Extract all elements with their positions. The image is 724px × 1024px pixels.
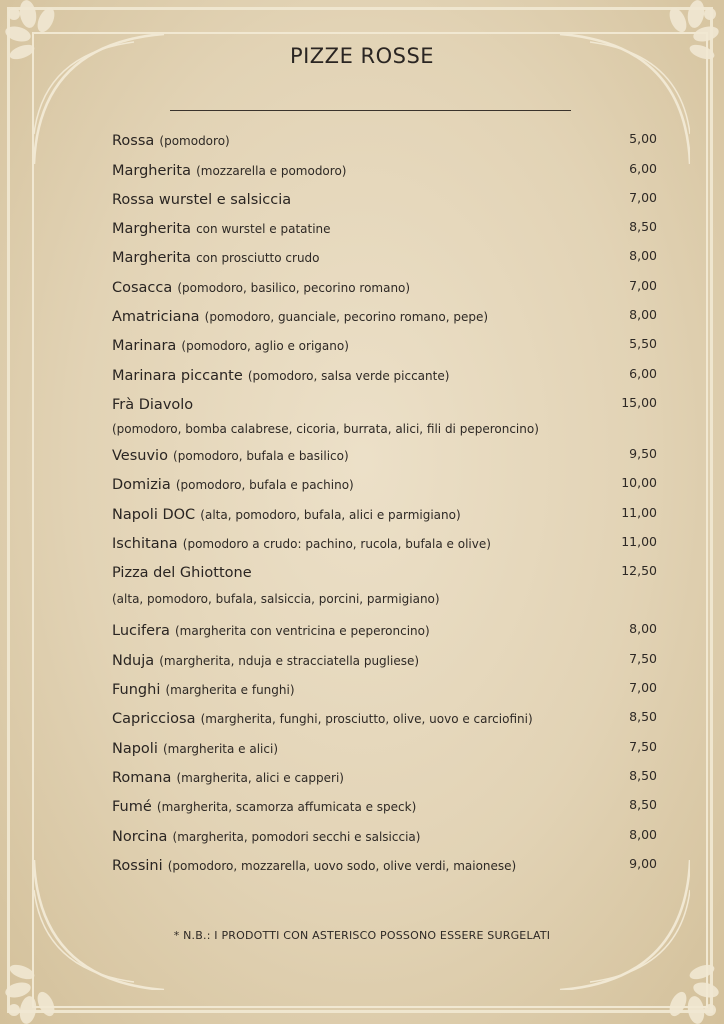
menu-item xyxy=(112,533,657,555)
item-price: 11,00 xyxy=(621,505,657,520)
item-price: 9,00 xyxy=(629,856,657,871)
item-name: Nduja xyxy=(112,653,155,669)
item-description: (pomodoro, mozzarella, uovo sodo, olive verdi, maionese) xyxy=(167,859,517,873)
item-description: (pomodoro, basilico, pecorino romano) xyxy=(177,281,411,295)
item-name: Ischitana xyxy=(112,536,178,552)
item-name: Lucifera xyxy=(112,623,170,639)
footnote: * N.B.: I PRODOTTI CON ASTERISCO POSSONO ESSERE SURGELATI xyxy=(173,929,551,942)
menu-item xyxy=(112,445,657,467)
item-name: Cosacca xyxy=(112,280,173,296)
item-price: 6,00 xyxy=(629,366,657,381)
item-name: Margherita xyxy=(112,163,191,179)
item-name: Frà Diavolo xyxy=(112,397,194,413)
item-name: Napoli xyxy=(112,741,158,757)
item-price: 8,50 xyxy=(629,219,657,234)
item-name: Romana xyxy=(112,770,172,786)
item-name: Marinara piccante xyxy=(112,368,243,384)
item-price: 7,00 xyxy=(629,680,657,695)
menu-item xyxy=(112,306,657,328)
item-description: (alta, pomodoro, bufala, salsiccia, porcini, parmigiano) xyxy=(112,592,440,606)
item-name: Marinara xyxy=(112,338,177,354)
menu-item xyxy=(112,562,657,584)
menu-item xyxy=(112,247,657,269)
item-description: (pomodoro a crudo: pachino, rucola, bufala e olive) xyxy=(182,537,491,551)
item-price: 7,50 xyxy=(629,651,657,666)
item-name: Fumé xyxy=(112,799,152,815)
item-description: con wurstel e patatine xyxy=(196,222,331,236)
menu-item xyxy=(112,767,657,789)
item-description: (pomodoro, guanciale, pecorino romano, pepe) xyxy=(204,310,489,324)
item-description: (mozzarella e pomodoro) xyxy=(196,164,347,178)
item-name: Napoli DOC xyxy=(112,507,196,523)
item-price: 8,00 xyxy=(629,248,657,263)
item-price: 7,00 xyxy=(629,190,657,205)
item-price: 7,50 xyxy=(629,739,657,754)
item-price: 15,00 xyxy=(621,395,657,410)
item-name: Rossa xyxy=(112,133,155,149)
item-name: Margherita xyxy=(112,221,191,237)
item-price: 5,00 xyxy=(629,131,657,146)
item-description: (pomodoro, aglio e origano) xyxy=(181,339,349,353)
menu-item xyxy=(112,504,657,526)
menu-item xyxy=(112,679,657,701)
menu-item xyxy=(112,130,657,152)
item-description: (pomodoro) xyxy=(159,134,230,148)
item-name: Domizia xyxy=(112,477,171,493)
item-price: 11,00 xyxy=(621,534,657,549)
menu-item xyxy=(112,620,657,642)
item-description: (margherita, alici e capperi) xyxy=(176,771,344,785)
item-description: (alta, pomodoro, bufala, alici e parmigiano) xyxy=(200,508,461,522)
item-description: con prosciutto crudo xyxy=(196,251,320,265)
item-description: (margherita, nduja e stracciatella pugliese) xyxy=(159,654,420,668)
menu-item xyxy=(112,474,657,496)
menu-item xyxy=(112,277,657,299)
item-name: Pizza del Ghiottone xyxy=(112,565,252,581)
menu-item xyxy=(112,218,657,240)
menu-item xyxy=(112,708,657,730)
item-price: 10,00 xyxy=(621,475,657,490)
item-price: 9,50 xyxy=(629,446,657,461)
title-divider xyxy=(170,110,571,111)
item-description: (pomodoro, bufala e basilico) xyxy=(173,449,349,463)
item-name: Rossa wurstel e salsiccia xyxy=(112,192,292,208)
item-name: Amatriciana xyxy=(112,309,200,325)
item-description: (pomodoro, bomba calabrese, cicoria, burrata, alici, fili di peperoncino) xyxy=(112,422,539,436)
item-price: 8,00 xyxy=(629,621,657,636)
item-description: (margherita, pomodori secchi e salsiccia) xyxy=(172,830,421,844)
page-title: PIZZE ROSSE xyxy=(289,44,435,68)
item-description: (margherita, funghi, prosciutto, olive, uovo e carciofini) xyxy=(200,712,533,726)
item-description: (margherita, scamorza affumicata e speck) xyxy=(156,800,417,814)
menu-item xyxy=(112,738,657,760)
menu-item xyxy=(112,335,657,357)
item-price: 5,50 xyxy=(629,336,657,351)
item-name: Capricciosa xyxy=(112,711,196,727)
item-price: 8,50 xyxy=(629,768,657,783)
item-description: (margherita e alici) xyxy=(162,742,278,756)
menu-item xyxy=(112,189,657,211)
menu-item xyxy=(112,855,657,877)
item-price: 12,50 xyxy=(621,563,657,578)
item-name: Rossini xyxy=(112,858,163,874)
item-description: (pomodoro, bufala e pachino) xyxy=(175,478,354,492)
item-description: (margherita con ventricina e peperoncino) xyxy=(174,624,430,638)
menu-item xyxy=(112,365,657,387)
item-name: Norcina xyxy=(112,829,168,845)
item-description: (margherita e funghi) xyxy=(165,683,295,697)
menu-item xyxy=(112,826,657,848)
item-price: 8,00 xyxy=(629,827,657,842)
item-price: 6,00 xyxy=(629,161,657,176)
menu-item xyxy=(112,160,657,182)
item-price: 8,50 xyxy=(629,709,657,724)
item-name: Vesuvio xyxy=(112,448,168,464)
item-description: (pomodoro, salsa verde piccante) xyxy=(247,369,450,383)
item-name: Funghi xyxy=(112,682,161,698)
menu-item xyxy=(112,394,657,416)
item-name: Margherita xyxy=(112,250,191,266)
menu-item xyxy=(112,796,657,818)
menu-item xyxy=(112,650,657,672)
item-price: 7,00 xyxy=(629,278,657,293)
item-price: 8,00 xyxy=(629,307,657,322)
item-price: 8,50 xyxy=(629,797,657,812)
